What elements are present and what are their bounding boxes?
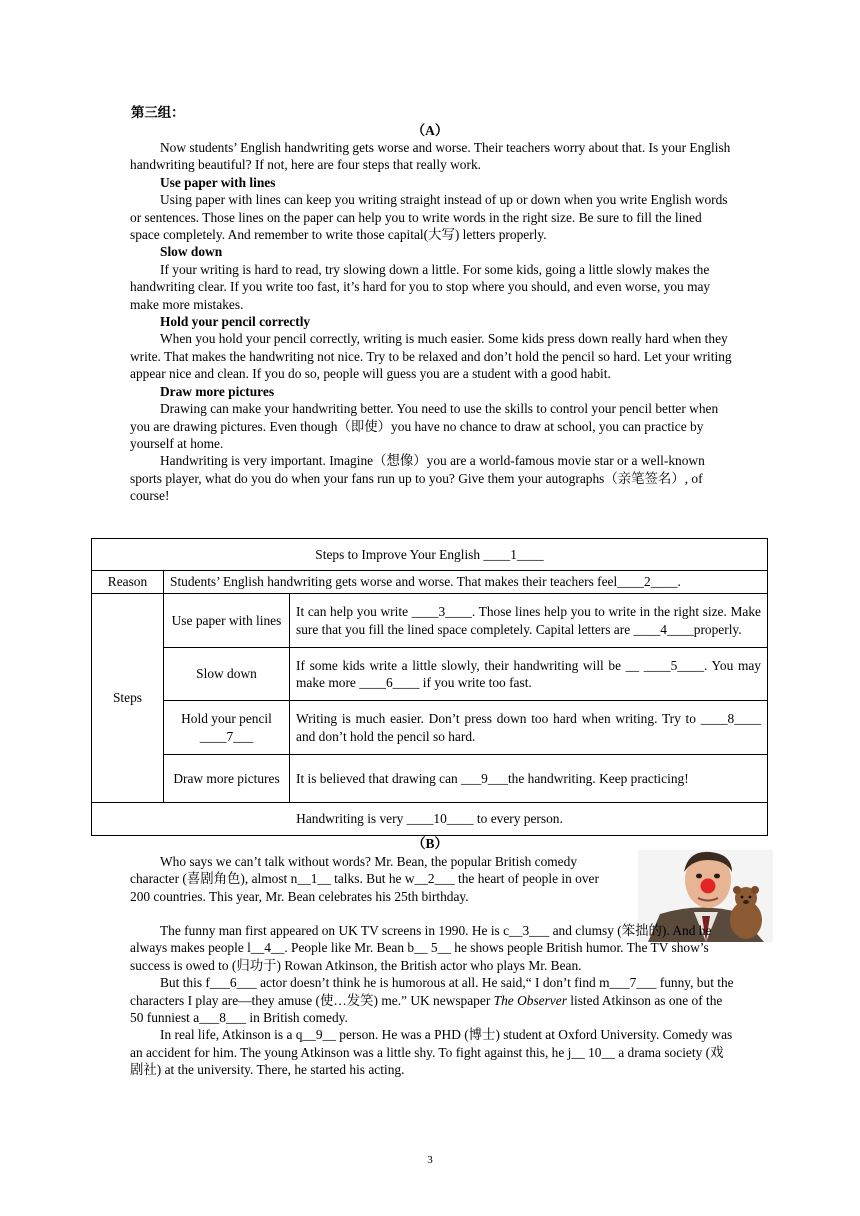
step-detail: It is believed that drawing can ___9___the handwriting. Keep practicing! bbox=[290, 755, 768, 803]
step-name: Use paper with lines bbox=[164, 594, 290, 648]
steps-label: Steps bbox=[92, 594, 164, 803]
passage-b-body bbox=[130, 922, 735, 1079]
subheading: Hold your pencil correctly bbox=[160, 314, 311, 330]
subheading: Draw more pictures bbox=[160, 383, 275, 399]
summary-table bbox=[91, 538, 768, 836]
text-run: listed Atkinson as one of the 50 funniest a___8___ in British comedy. bbox=[130, 992, 723, 1026]
group-title: 第三组： bbox=[131, 105, 185, 120]
paragraph: If your writing is hard to read, try slowing down a little. For some kids, going a little slowly makes the handwriting clear. If you write too fast, it’s hard for you to stop where you should, and even worse, you may make more mistakes. bbox=[130, 261, 711, 312]
page-number: 3 bbox=[427, 1154, 433, 1166]
paragraph: The funny man first appeared on UK TV screens in 1990. He is c__3___ and clumsy (笨拙的). And he always makes people l__4__. People like Mr. Bean b__ 5__ he shows people British humor. The TV show’s success is owed to (归功于) Rowan Atkinson, the British actor who plays Mr. Bean. bbox=[130, 923, 712, 973]
paragraph: Handwriting is very important. Imagine（想像）you are a world-famous movie star or a well-known sports player, what do you do when your fans run up to you? Give them your autographs（亲笔签名）, of course! bbox=[130, 453, 705, 504]
step-detail: Writing is much easier. Don’t press down too hard when writing. Try to ____8____ and don’t hold the pencil so hard. bbox=[290, 701, 768, 755]
paragraph: Drawing can make your handwriting better. You need to use the skills to control your pencil better when you are drawing pictures. Even though（即使）you have no chance to draw at school, you can practice by yourself at home. bbox=[130, 401, 719, 451]
paragraph: Who says we can’t talk without words? Mr. Bean, the popular British comedy character (喜剧角色), almost n__1__ talks. But he w__2___ the heart of people in over 200 countries. This year, Mr. Bean celebrates his 25th birthday. bbox=[130, 854, 599, 904]
text-run: But this f___6___ actor doesn’t think he is humorous at all. He said,“ I don’t find m___7___ funny, but the characters I play are—they amuse (使…发笑) me.” UK newspaper bbox=[130, 975, 734, 1008]
section-a-label: （A） bbox=[411, 123, 449, 138]
reason-text: Students’ English handwriting gets worse and worse. That makes their teachers feel____2____. bbox=[164, 571, 768, 594]
passage-b-intro bbox=[130, 853, 620, 905]
step-name: Slow down bbox=[164, 648, 290, 701]
step-name: Draw more pictures bbox=[164, 755, 290, 803]
subheading: Slow down bbox=[160, 244, 223, 260]
paragraph: When you hold your pencil correctly, writing is much easier. Some kids press down really hard when they write. That makes the handwriting not nice. Try to be relaxed and don’t hold the pencil so hard. Let your writing appear nice and clean. If you do so, people will guess you are a student with a good habit. bbox=[130, 331, 732, 382]
table-title: Steps to Improve Your English ____1____ bbox=[92, 539, 768, 571]
passage-a bbox=[130, 139, 732, 505]
subheading: Use paper with lines bbox=[160, 174, 276, 190]
section-b-label: （B） bbox=[412, 836, 448, 851]
paragraph: Using paper with lines can keep you writing straight instead of up or down when you write English words or sentences. Those lines on the paper can help you to write words in the right size. Be sure to fill the lined space completely. And remember to write those capital(大写) letters properly. bbox=[130, 192, 728, 243]
step-detail: It can help you write ____3____. Those lines help you to write in the right size. Make sure that you fill the lined space completely. Capital letters are ____4____properly. bbox=[290, 594, 768, 648]
paragraph: In real life, Atkinson is a q__9__ person. He was a PHD (博士) student at Oxford University. Comedy was an accident for him. The young Atkinson was a little shy. To fight against this, he j__ 10__ a drama society (戏剧社) at the university. There, he started his acting. bbox=[130, 1027, 733, 1078]
paragraph bbox=[130, 974, 735, 1026]
table-footer: Handwriting is very ____10____ to every person. bbox=[92, 803, 768, 836]
newspaper-title: The Observer bbox=[493, 992, 567, 1008]
step-detail: If some kids write a little slowly, their handwriting will be __ ____5____. You may make more ____6____ if you write too fast. bbox=[290, 648, 768, 701]
step-name: Hold your pencil ____7___ bbox=[164, 701, 290, 755]
reason-label: Reason bbox=[92, 571, 164, 594]
paragraph: Now students’ English handwriting gets worse and worse. Their teachers worry about that. Is your English handwriting beautiful? If not, here are four steps that really work. bbox=[130, 140, 731, 173]
